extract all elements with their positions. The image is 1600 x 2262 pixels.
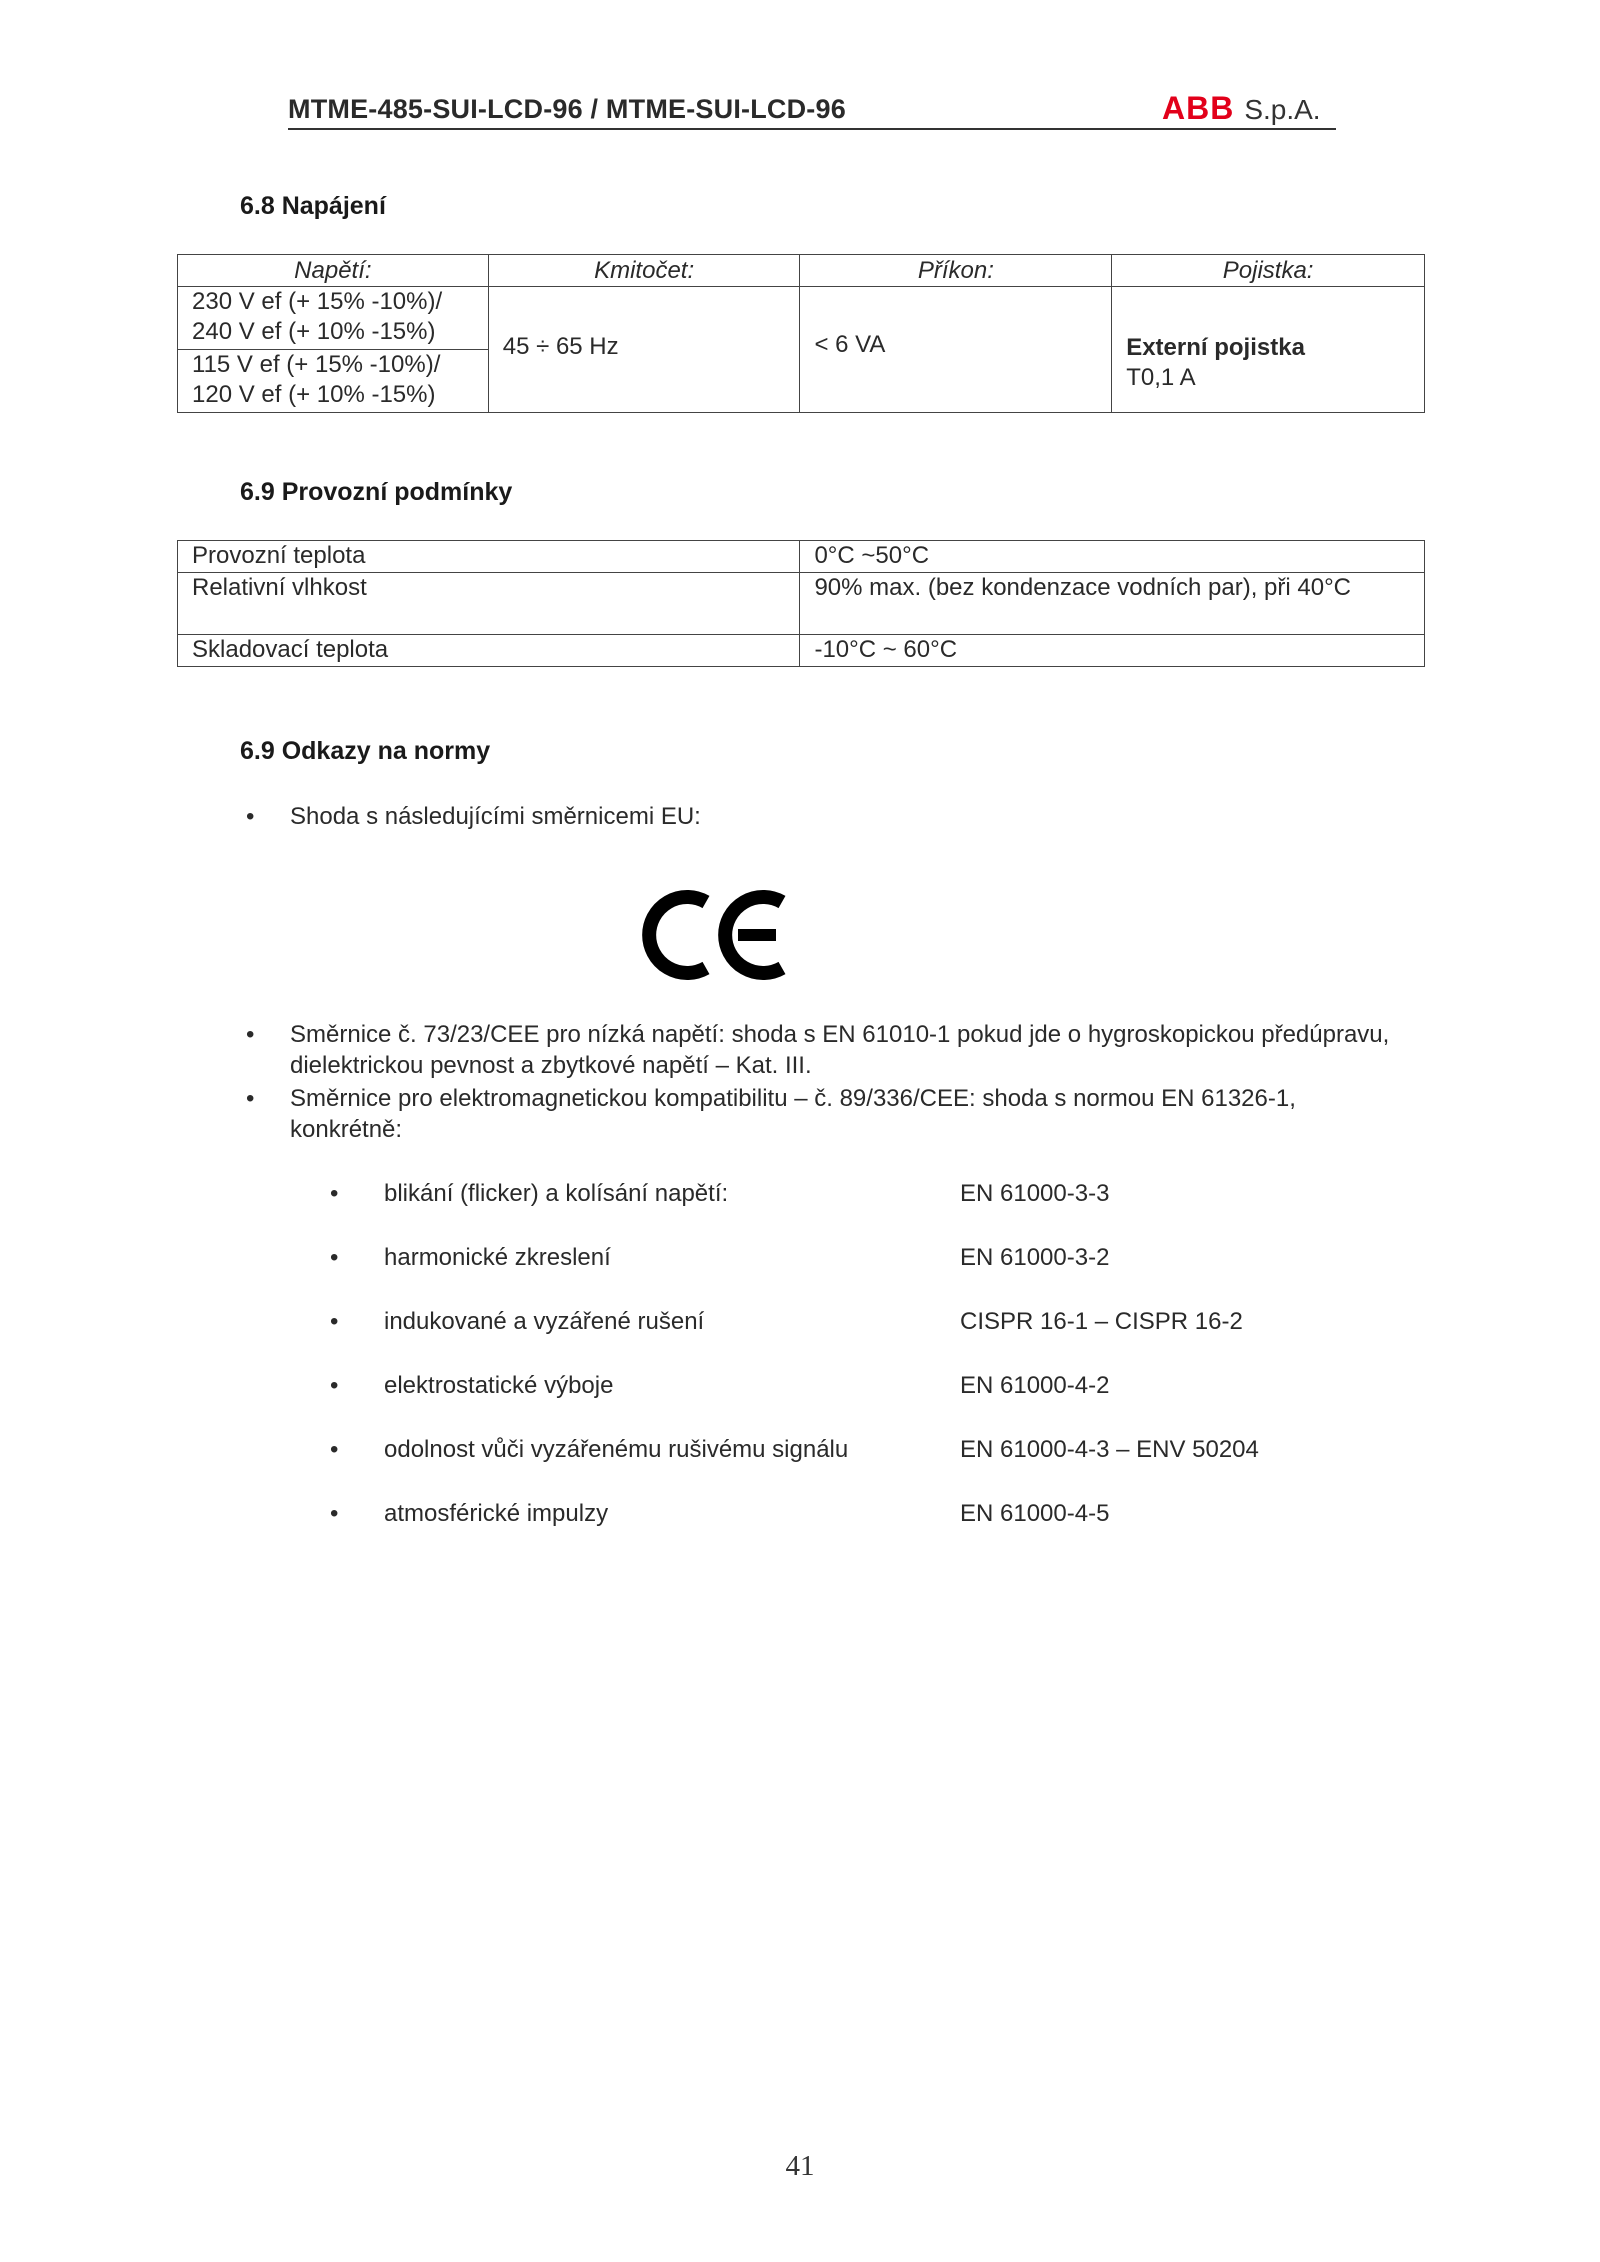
- norm-standard: EN 61000-3-3: [960, 1180, 1110, 1207]
- norm-standard: CISPR 16-1 – CISPR 16-2: [960, 1308, 1243, 1335]
- table-row: [178, 287, 1425, 350]
- voltage-line: 120 V ef (+ 10% -15%): [192, 381, 436, 408]
- condition-value: 90% max. (bez kondenzace vodních par), při 40°C: [800, 573, 1425, 635]
- section-heading-norms: 6.9 Odkazy na normy: [240, 737, 491, 765]
- abb-logo: ABB: [1162, 90, 1235, 126]
- norm-label: atmosférické impulzy: [384, 1500, 609, 1527]
- condition-value: 0°C ~50°C: [800, 541, 1425, 573]
- page-number: 41: [785, 2150, 815, 2182]
- list-item: [330, 1306, 1259, 1370]
- header-rule: [288, 128, 1336, 130]
- list-item: [330, 1370, 1259, 1434]
- list-item-text: Směrnice pro elektromagnetickou kompatibilitu – č. 89/336/CEE: shoda s normou EN 61326-1, konkrétně:: [290, 1085, 1296, 1143]
- bullet-icon: •: [330, 1372, 339, 1399]
- norm-label: indukované a vyzářené rušení: [384, 1308, 705, 1335]
- norm-label: odolnost vůči vyzářenému rušivému signálu: [384, 1436, 849, 1463]
- consumption-cell: < 6 VA: [800, 287, 1112, 413]
- column-header-fuse: Pojistka:: [1112, 255, 1425, 287]
- brand: [1162, 90, 1321, 127]
- norm-standard: EN 61000-4-3 – ENV 50204: [960, 1436, 1259, 1463]
- norm-label: blikání (flicker) a kolísání napětí:: [384, 1180, 729, 1207]
- norm-standard: EN 61000-4-2: [960, 1372, 1110, 1399]
- power-table: [177, 254, 1425, 413]
- norm-list: [330, 1178, 1259, 1562]
- norm-label: elektrostatické výboje: [384, 1372, 614, 1399]
- table-row: [178, 573, 1425, 635]
- conditions-table: [177, 540, 1425, 667]
- list-item-text: Shoda s následujícími směrnicemi EU:: [290, 803, 701, 830]
- table-header-row: [178, 255, 1425, 287]
- norm-label: harmonické zkreslení: [384, 1244, 611, 1271]
- list-item: [330, 1178, 1259, 1242]
- list-item: [240, 801, 1400, 832]
- bullet-icon: •: [330, 1436, 339, 1463]
- document-title: MTME-485-SUI-LCD-96 / MTME-SUI-LCD-96: [288, 94, 846, 124]
- norm-standard: EN 61000-4-5: [960, 1500, 1110, 1527]
- fuse-cell: [1112, 287, 1425, 413]
- list-item: [330, 1498, 1259, 1562]
- ce-mark-icon: [640, 880, 790, 990]
- condition-value: -10°C ~ 60°C: [800, 635, 1425, 667]
- column-header-frequency: Kmitočet:: [488, 255, 800, 287]
- table-row: [178, 635, 1425, 667]
- voltage-line: 230 V ef (+ 15% -10%)/: [192, 288, 443, 315]
- bullet-icon: •: [246, 1085, 255, 1112]
- list-item: [330, 1242, 1259, 1306]
- column-header-consumption: Příkon:: [800, 255, 1112, 287]
- brand-suffix: S.p.A.: [1244, 94, 1321, 125]
- norm-standard: EN 61000-3-2: [960, 1244, 1110, 1271]
- condition-label: Relativní vlhkost: [178, 573, 800, 635]
- table-row: [178, 541, 1425, 573]
- fuse-value: T0,1 A: [1126, 364, 1196, 391]
- fuse-label: Externí pojistka: [1126, 334, 1305, 361]
- bullet-icon: •: [330, 1180, 339, 1207]
- list-item-text: Směrnice č. 73/23/CEE pro nízká napětí: shoda s EN 61010-1 pokud jde o hygroskopickou předúpravu, dielektrickou pevnost a zbytkové napětí – Kat. III.: [290, 1021, 1390, 1079]
- voltage-line: 240 V ef (+ 10% -15%): [192, 318, 436, 345]
- bullet-icon: •: [330, 1500, 339, 1527]
- section-heading-power: 6.8 Napájení: [240, 192, 386, 220]
- voltage-cell: [178, 350, 489, 413]
- list-item: [330, 1434, 1259, 1498]
- bullet-icon: •: [330, 1308, 339, 1335]
- list-item: [240, 1083, 1400, 1145]
- directive-list: [240, 1019, 1400, 1145]
- frequency-cell: 45 ÷ 65 Hz: [488, 287, 800, 413]
- section-heading-conditions: 6.9 Provozní podmínky: [240, 478, 513, 506]
- list-item: [240, 1019, 1400, 1081]
- bullet-icon: •: [246, 803, 255, 830]
- column-header-voltage: Napětí:: [178, 255, 489, 287]
- condition-label: Provozní teplota: [178, 541, 800, 573]
- condition-label: Skladovací teplota: [178, 635, 800, 667]
- voltage-line: 115 V ef (+ 15% -10%)/: [192, 351, 441, 378]
- voltage-cell: [178, 287, 489, 350]
- intro-list: [240, 801, 1400, 832]
- bullet-icon: •: [246, 1021, 255, 1048]
- bullet-icon: •: [330, 1244, 339, 1271]
